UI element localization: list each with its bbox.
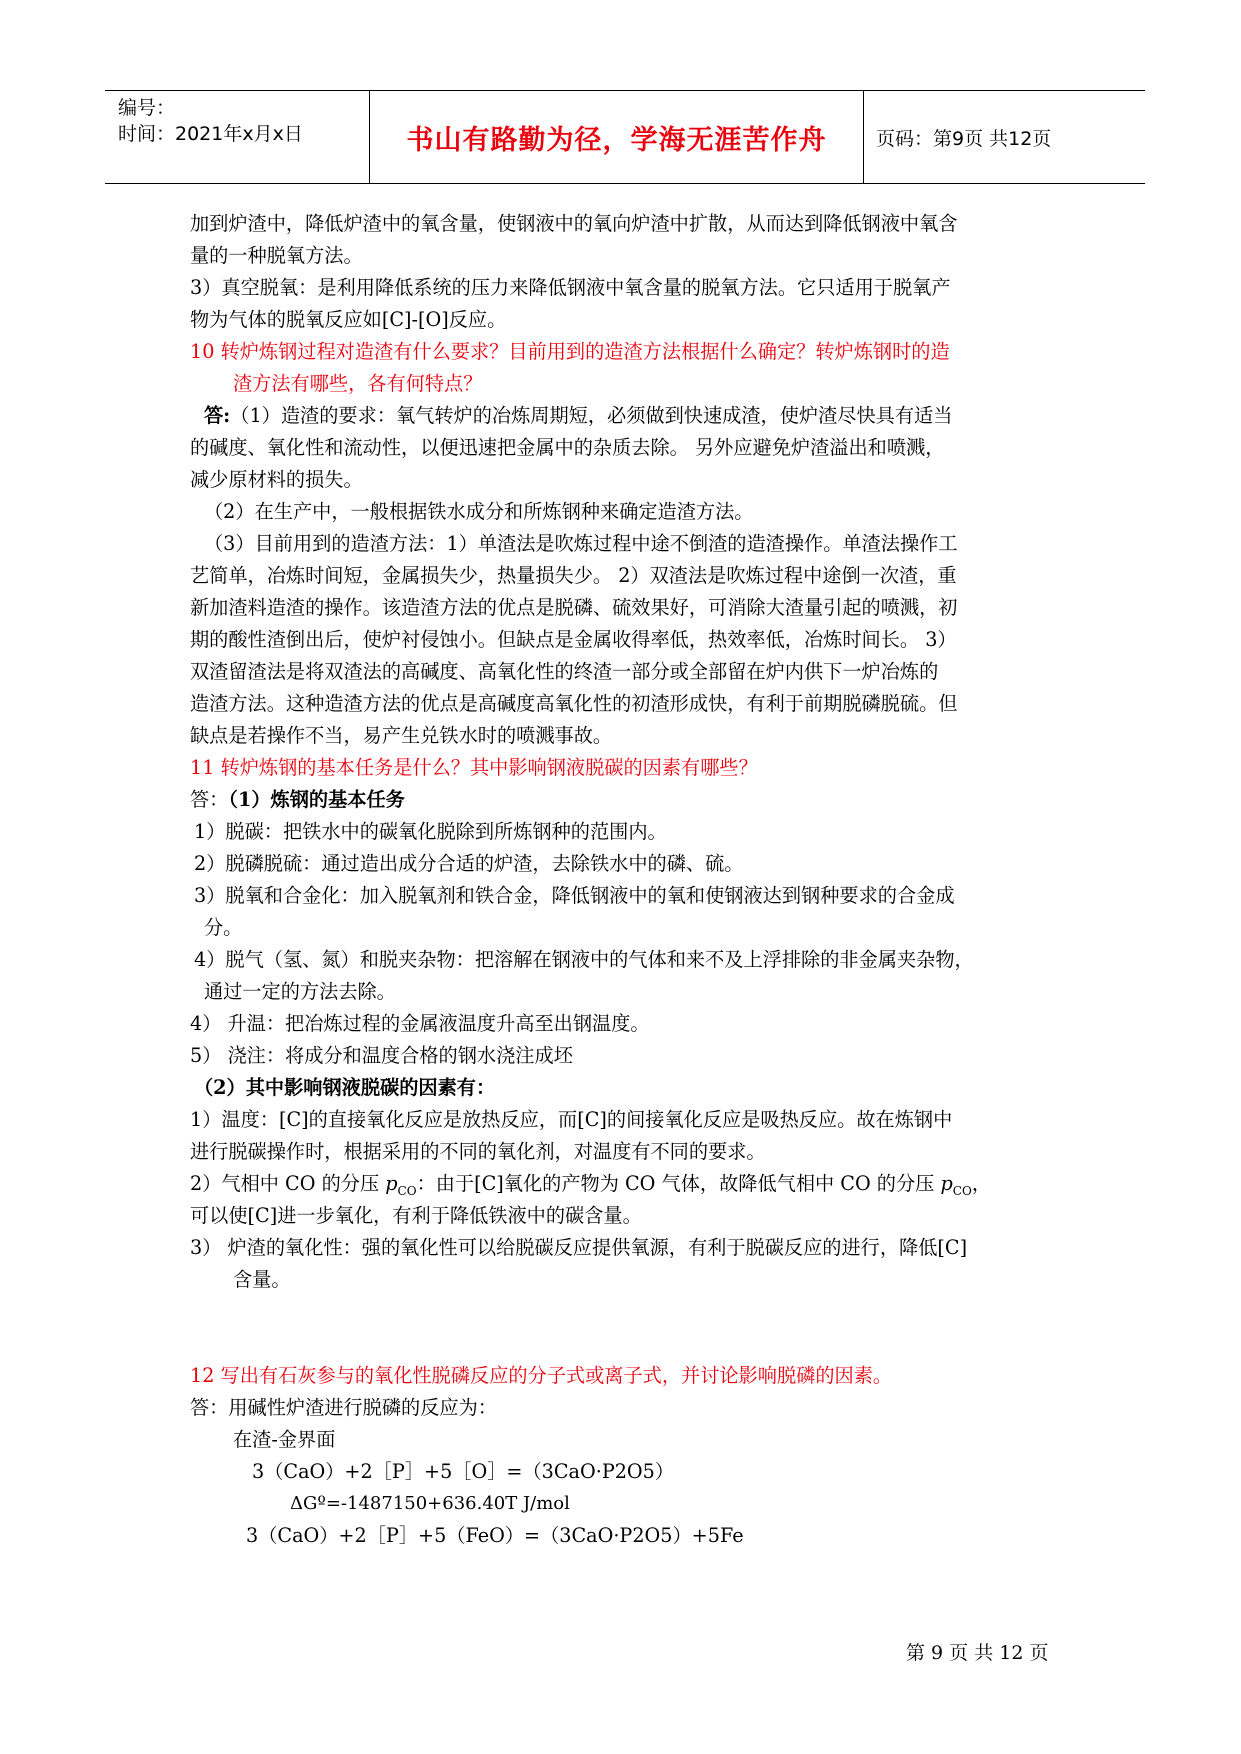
motto: 书山有路勤为径，学海无涯苦作舟 [406, 124, 827, 156]
text-span: ， [971, 1172, 991, 1195]
equation-1: 3（CaO）+2［P］+5［O］=（3CaO·P2O5） [252, 1460, 675, 1483]
text-line: 减少原材料的损失。 [190, 468, 363, 491]
question-12: 12 写出有石灰参与的氧化性脱磷反应的分子式或离子式，并讨论影响脱磷的因素。 [190, 1364, 893, 1387]
text-line: 在渣-金界面 [233, 1428, 336, 1451]
text-line: 造渣方法。这种造渣方法的优点是高碱度高氧化性的初渣形成快，有利于前期脱磷脱硫。但 [190, 692, 958, 715]
text-line: 物为气体的脱氧反应如[C]-[O]反应。 [190, 308, 507, 331]
header-motto-cell [370, 91, 864, 183]
text-line: 通过一定的方法去除。 [204, 980, 396, 1003]
blank-line [190, 1328, 1070, 1360]
text-line: 双渣留渣法是将双渣法的高碱度、高氧化性的终渣一部分或全部留在炉内供下一炉冶炼的 [190, 660, 939, 683]
text-line: 2）脱磷脱硫：通过造出成分合适的炉渣，去除铁水中的磷、硫。 [194, 852, 744, 875]
text-line: 期的酸性渣倒出后，使炉衬侵蚀小。但缺点是金属收得率低，热效率低，冶炼时间长。 3） [190, 628, 957, 651]
header-left-cell [105, 91, 370, 183]
answer-prefix: 答： [190, 788, 229, 811]
text-line: 进行脱碳操作时，根据采用的不同的氧化剂，对温度有不同的要求。 [190, 1140, 766, 1163]
text-line: 含量。 [233, 1268, 291, 1291]
text-line: 3）真空脱氧：是利用降低系统的压力来降低钢液中氧含量的脱氧方法。它只适用于脱氧产 [190, 276, 951, 299]
text-line: 加到炉渣中，降低炉渣中的氧含量，使钢液中的氧向炉渣中扩散，从而达到降低钢液中氧含 [190, 212, 958, 235]
text-line: 艺简单，冶炼时间短，金属损失少，热量损失少。 2）双渣法是吹炼过程中途倒一次渣，重 [190, 564, 957, 587]
answer-10-line [190, 400, 1070, 432]
text-line: 的碱度、氧化性和流动性，以便迅速把金属中的杂质去除。 另外应避免炉渣溢出和喷溅， [190, 436, 945, 459]
text-line: 4） 升温：把冶炼过程的金属液温度升高至出钢温度。 [190, 1012, 650, 1035]
page-label: 页码：第9页 共12页 [876, 127, 1052, 150]
header-right-cell [864, 91, 1145, 183]
text-line: 答：用碱性炉渣进行脱磷的反应为： [190, 1396, 497, 1419]
answer-11-heading [190, 784, 1070, 816]
text-line: 分。 [204, 916, 243, 939]
text-line: 5） 浇注：将成分和温度合格的钢水浇注成坯 [190, 1044, 573, 1067]
text-line: 缺点是若操作不当，易产生兑铁水时的喷溅事故。 [190, 724, 613, 747]
text-line: 3）脱氧和合金化：加入脱氧剂和铁合金，降低钢液中的氧和使钢液达到钢种要求的合金成 [194, 884, 955, 907]
text-line: 新加渣料造渣的操作。该造渣方法的优点是脱磷、硫效果好，可消除大渣量引起的喷溅，初 [190, 596, 958, 619]
formula-subscript: CO [397, 1183, 417, 1198]
formula-symbol: p [940, 1172, 953, 1195]
section-heading: （1）炼钢的基本任务 [228, 788, 405, 811]
text-span: 2）气相中 CO 的分压 [190, 1172, 386, 1195]
text-line: 3） 炉渣的氧化性：强的氧化性可以给脱碳反应提供氧源，有利于脱碳反应的进行，降低[C] [190, 1236, 968, 1259]
section-heading: （2）其中影响钢液脱碳的因素有： [194, 1076, 496, 1099]
formula-symbol: p [385, 1172, 398, 1195]
text-line: 1）脱碳：把铁水中的碳氧化脱除到所炼钢种的范围内。 [194, 820, 667, 843]
document-body [190, 208, 1070, 1552]
page-footer: 第 9 页 共 12 页 [906, 1642, 1049, 1664]
text-span: ：由于[C]氧化的产物为 CO 气体，故降低气相中 CO 的分压 [416, 1172, 941, 1195]
text-line: （3）目前用到的造渣方法：1）单渣法是吹炼过程中途不倒渣的造渣操作。单渣法操作工 [204, 532, 958, 555]
text-line: 可以使[C]进一步氧化，有利于降低铁液中的碳含量。 [190, 1204, 642, 1227]
number-label: 编号： [118, 97, 176, 119]
text-line: （2）在生产中，一般根据铁水成分和所炼钢种来确定造渣方法。 [204, 500, 754, 523]
question-11: 11 转炉炼钢的基本任务是什么？其中影响钢液脱碳的因素有哪些？ [190, 756, 758, 779]
text-line-with-formula [190, 1168, 1070, 1200]
equation-3: 3（CaO）+2［P］+5（FeO）=（3CaO·P2O5）+5Fe [246, 1524, 744, 1547]
question-10-line1: 10 转炉炼钢过程对造渣有什么要求？目前用到的造渣方法根据什么确定？转炉炼钢时的造 [190, 340, 950, 363]
equation-2: ΔGº=-1487150+636.40T J/mol [290, 1493, 570, 1514]
text-line: 量的一种脱氧方法。 [190, 244, 363, 267]
page-header [105, 90, 1145, 184]
text-line: 1）温度：[C]的直接氧化反应是放热反应，而[C]的间接氧化反应是吸热反应。故在炼钢中 [190, 1108, 953, 1131]
answer-text: （1）造渣的要求：氧气转炉的冶炼周期短，必须做到快速成渣，使炉渣尽快具有适当 [230, 404, 953, 427]
blank-line [190, 1296, 1070, 1328]
question-10-line2: 渣方法有哪些，各有何特点？ [233, 372, 483, 395]
formula-subscript: CO [952, 1183, 972, 1198]
text-line: 4）脱气（氢、氮）和脱夹杂物：把溶解在钢液中的气体和来不及上浮排除的非金属夹杂物， [194, 948, 974, 971]
answer-prefix: 答: [204, 404, 231, 427]
time-label: 时间：2021年x月x日 [118, 123, 303, 145]
